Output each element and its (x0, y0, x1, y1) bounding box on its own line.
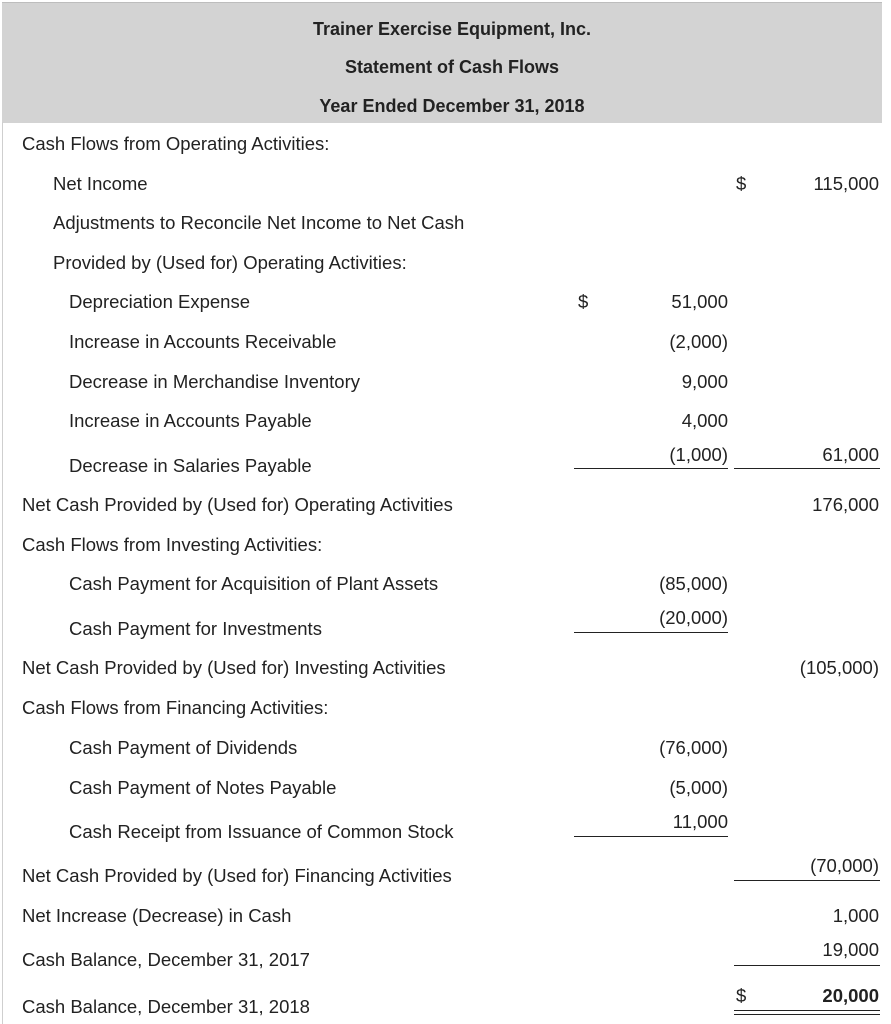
investing-net-value: (105,000) (799, 657, 879, 678)
plant-assets-label: Cash Payment for Acquisition of Plant Assets (69, 573, 439, 594)
merchandise-inventory-label: Decrease in Merchandise Inventory (69, 371, 361, 392)
operating-net-value: 176,000 (812, 494, 879, 515)
common-stock-value: 11,000 (672, 811, 728, 832)
investing-heading: Cash Flows from Investing Activities: (22, 534, 323, 555)
notes-payable-label: Cash Payment of Notes Payable (69, 777, 337, 798)
net-income-value: 115,000 (813, 173, 879, 194)
statement-title: Statement of Cash Flows (344, 57, 560, 77)
accounts-payable-value: 4,000 (681, 410, 728, 431)
statement-period: Year Ended December 31, 2018 (319, 96, 585, 116)
ending-balance-label: Cash Balance, December 31, 2018 (22, 996, 310, 1017)
net-income-currency: $ (736, 173, 747, 194)
left-border (2, 122, 3, 1024)
investing-items-underline (574, 632, 728, 633)
net-increase-value: 1,000 (832, 905, 879, 926)
salaries-payable-label: Decrease in Salaries Payable (69, 455, 312, 476)
ending-balance-value: 20,000 (822, 985, 879, 1006)
ending-balance-currency: $ (736, 985, 747, 1006)
beginning-balance-label: Cash Balance, December 31, 2017 (22, 949, 310, 970)
financing-net-value: (70,000) (810, 855, 879, 876)
depreciation-label: Depreciation Expense (69, 291, 250, 312)
accounts-receivable-label: Increase in Accounts Receivable (69, 331, 337, 352)
common-stock-label: Cash Receipt from Issuance of Common Stock (69, 821, 454, 842)
dividends-value: (76,000) (659, 737, 728, 758)
financing-items-underline (574, 836, 728, 837)
statement-header (2, 2, 882, 123)
net-income-label: Net Income (53, 173, 148, 194)
company-name: Trainer Exercise Equipment, Inc. (312, 19, 592, 39)
beginning-balance-value: 19,000 (822, 939, 879, 960)
depreciation-currency: $ (578, 291, 589, 312)
operating-heading: Cash Flows from Operating Activities: (22, 133, 330, 154)
salaries-payable-value: (1,000) (669, 444, 728, 465)
ending-double-underline-bottom (734, 1014, 880, 1015)
plant-assets-value: (85,000) (659, 573, 728, 594)
operating-net-label: Net Cash Provided by (Used for) Operating Activities (22, 494, 453, 515)
net-increase-label: Net Increase (Decrease) in Cash (22, 905, 292, 926)
investments-value: (20,000) (659, 607, 728, 628)
operating-items-underline (574, 468, 728, 469)
investments-label: Cash Payment for Investments (69, 618, 322, 639)
notes-payable-value: (5,000) (669, 777, 728, 798)
adjustments-heading-line2: Provided by (Used for) Operating Activities: (53, 252, 407, 273)
beginning-balance-underline (734, 965, 880, 966)
dividends-label: Cash Payment of Dividends (69, 737, 298, 758)
financing-net-label: Net Cash Provided by (Used for) Financing Activities (22, 865, 452, 886)
accounts-receivable-value: (2,000) (669, 331, 728, 352)
investing-net-label: Net Cash Provided by (Used for) Investing Activities (22, 657, 446, 678)
adjustments-heading-line1: Adjustments to Reconcile Net Income to Net Cash (53, 212, 465, 233)
accounts-payable-label: Increase in Accounts Payable (69, 410, 312, 431)
adjustments-total-underline (734, 468, 880, 469)
merchandise-inventory-value: 9,000 (681, 371, 728, 392)
ending-double-underline-top (734, 1010, 880, 1011)
adjustments-total-value: 61,000 (822, 444, 879, 465)
financing-net-underline (734, 880, 880, 881)
depreciation-value: 51,000 (671, 291, 728, 312)
financing-heading: Cash Flows from Financing Activities: (22, 697, 329, 718)
